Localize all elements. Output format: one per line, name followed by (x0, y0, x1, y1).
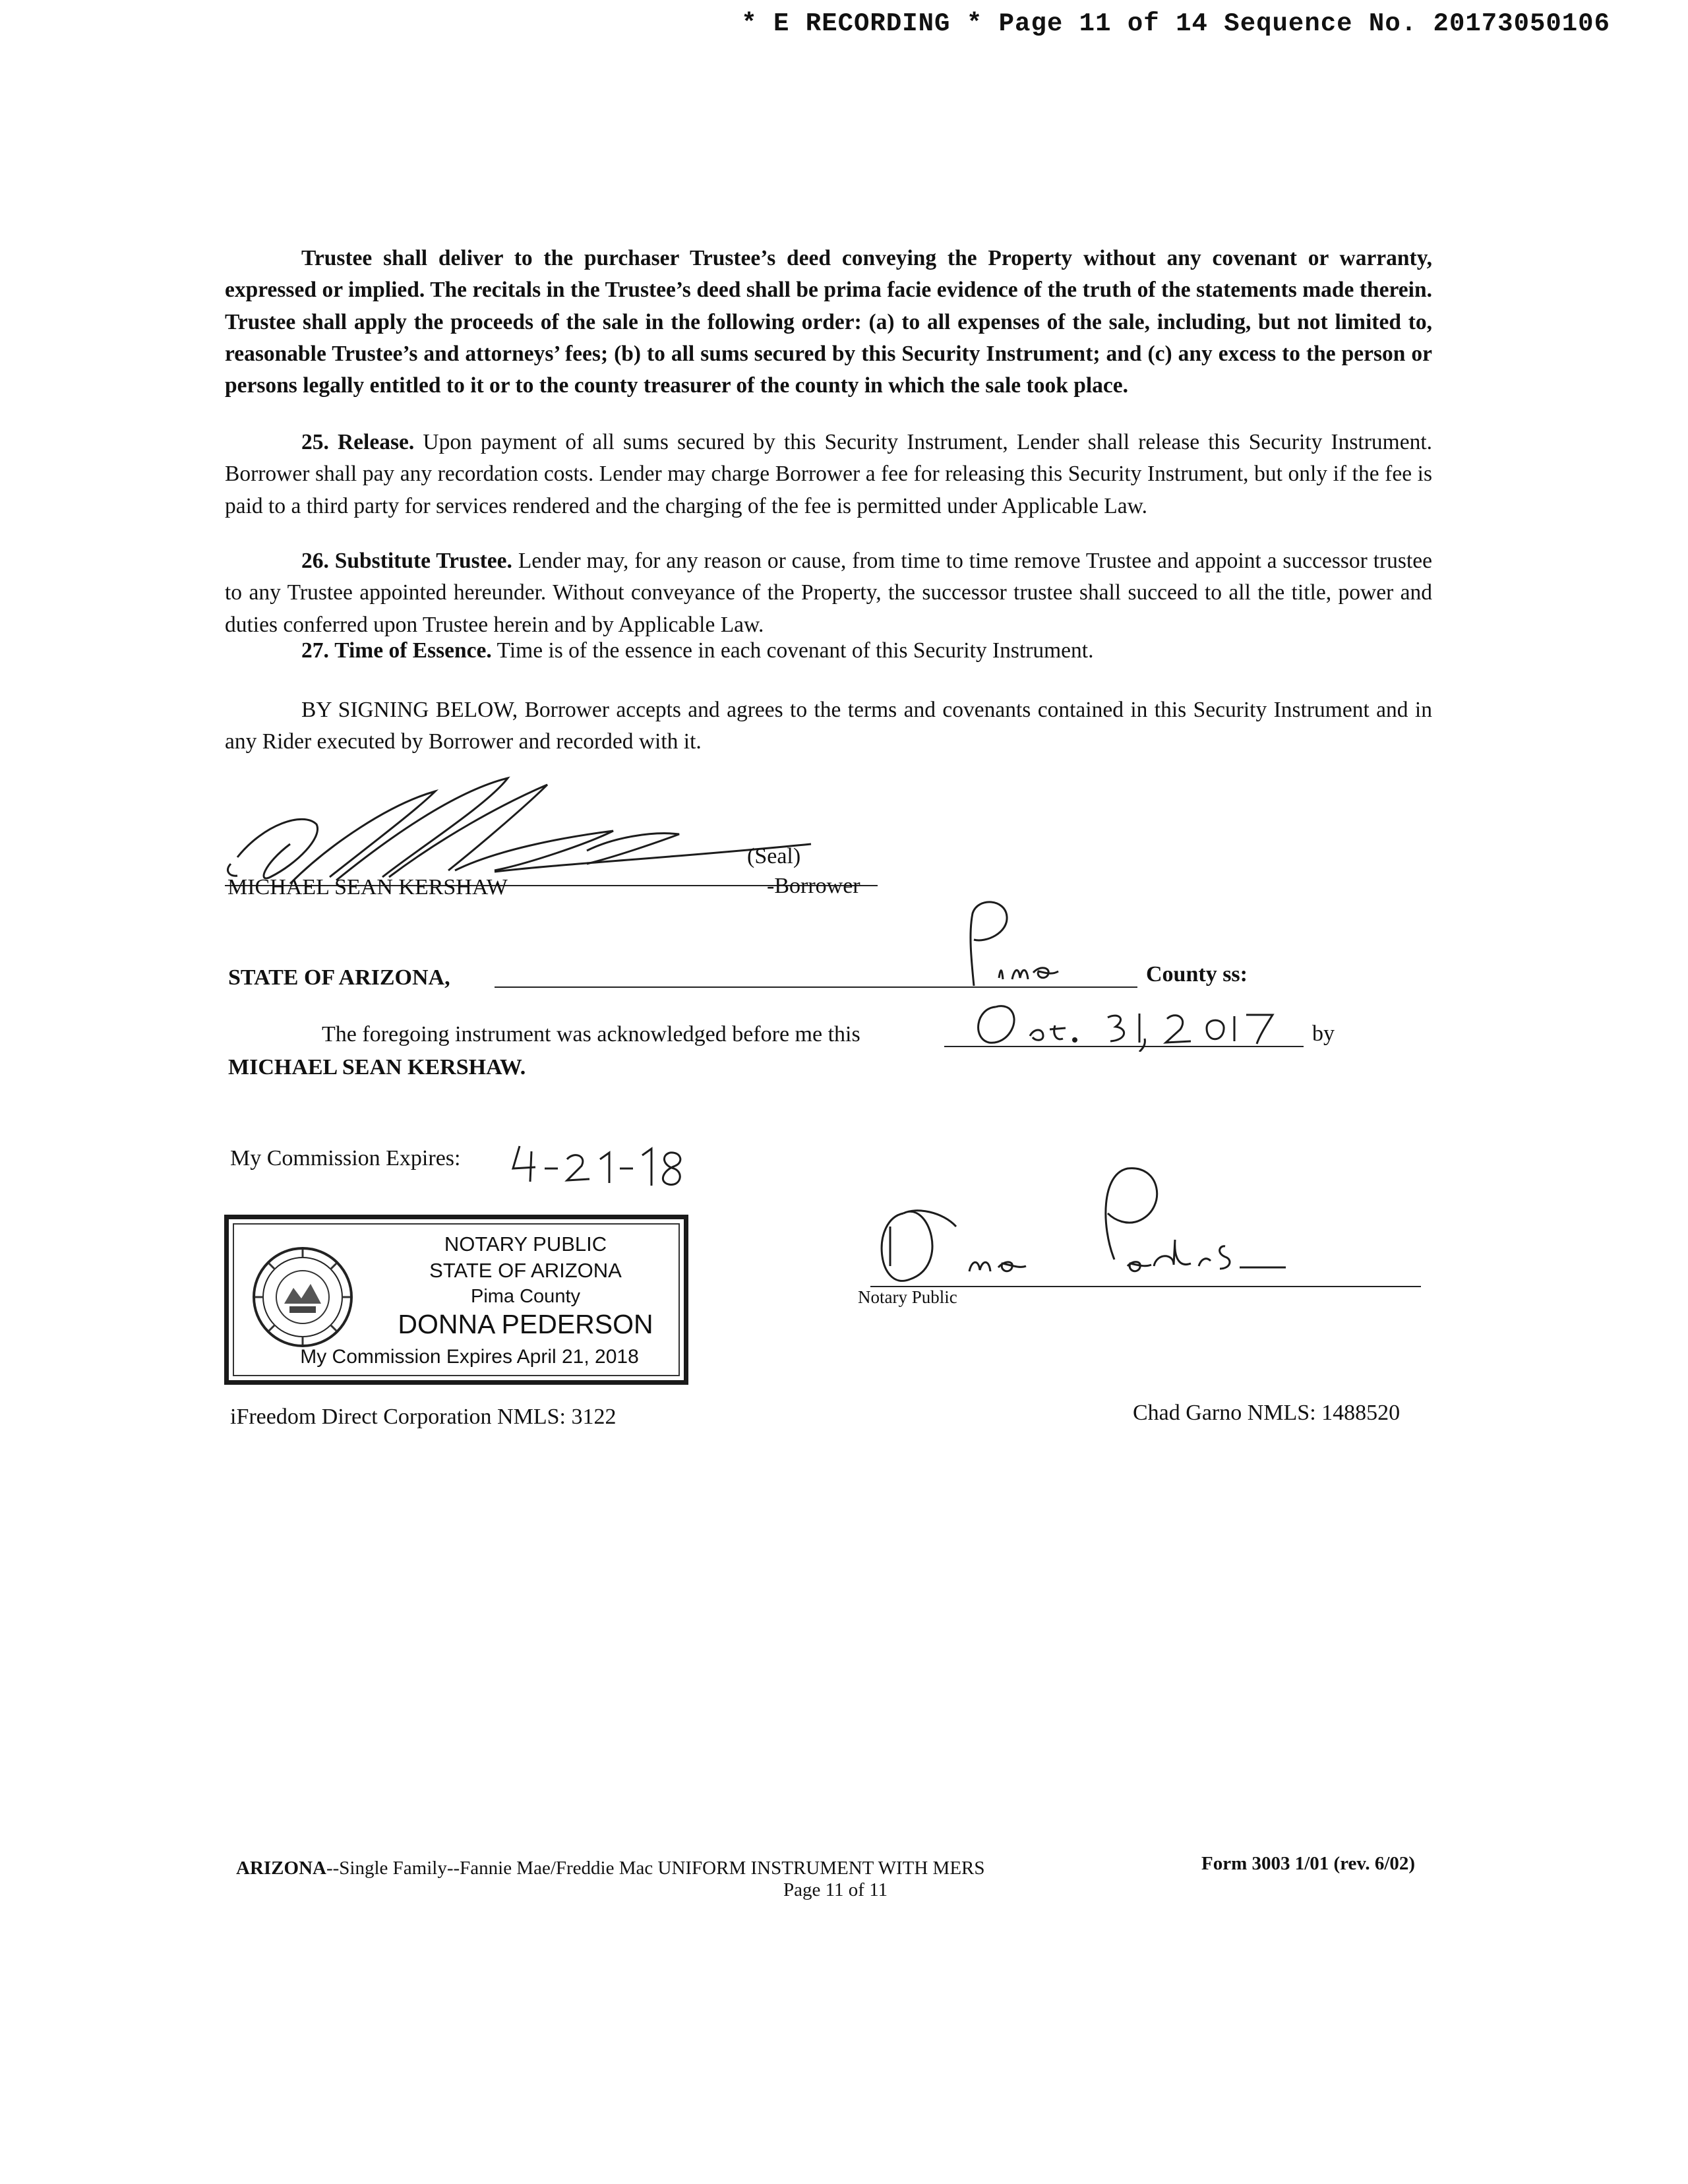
stamp-line-county: Pima County (470, 1286, 580, 1307)
commission-label: My Commission Expires: (230, 1146, 461, 1170)
commission-handwritten (508, 1139, 692, 1199)
by-label: by (1312, 1021, 1335, 1046)
form-title-state: ARIZONA (236, 1858, 326, 1879)
date-handwriting-scribble (969, 999, 1299, 1052)
county-handwriting-scribble (959, 894, 1104, 992)
stamp-line-notary-name: DONNA PEDERSON (398, 1309, 653, 1339)
borrower-name: MICHAEL SEAN KERSHAW (227, 875, 508, 899)
section-25 (225, 427, 1432, 522)
recording-header: * E RECORDING * Page 11 of 14 Sequence No. 20173050106 (741, 9, 1610, 38)
seal-label: (Seal) (747, 844, 801, 868)
section-26-text: Lender may, for any reason or cause, from time to time remove Trustee and appoint a successor trustee to any Trustee appointed hereunder. Without conveyance of the Property, the successor trustee shall succeed to all the title, power and duties conferred upon Trustee herein and by Applicable Law. (225, 549, 1432, 637)
state-label: STATE OF ARIZONA, (228, 965, 450, 990)
section-27 (225, 635, 1432, 667)
section-24-continuation: Trustee shall deliver to the purchaser Trustee’s deed conveying the Property without any covenant or warranty, expressed or implied. The recitals in the Trustee’s deed shall be prima facie evidence of the truth of the statements made therein. Trustee shall apply the proceeds of the sale in the following order: (a) to all expenses of the sale, including, but not limited to, reasonable Trustee’s and attorneys’ fees; (b) to all sums secured by this Security Instrument; and (c) any excess to the person or persons legally entitled to it or to the county treasurer of the county in which the sale took place. (225, 246, 1432, 398)
stamp-line-notary-public: NOTARY PUBLIC (444, 1232, 607, 1256)
loan-officer-nmls: Chad Garno NMLS: 1488520 (1133, 1401, 1401, 1425)
section-26 (225, 545, 1432, 641)
stamp-line-state: STATE OF ARIZONA (429, 1259, 622, 1282)
notary-signature-scribble (864, 1161, 1325, 1292)
section-26-title: Substitute Trustee. (334, 549, 512, 573)
form-number: Form 3003 1/01 (rev. 6/02) (1201, 1853, 1416, 1874)
date-handwritten (969, 999, 1299, 1052)
signing-statement: BY SIGNING BELOW, Borrower accepts and agrees to the terms and covenants contained in this Security Instrument and in any Rider executed by Borrower and recorded with it. (225, 698, 1432, 754)
form-title (236, 1858, 985, 1879)
section-25-text: Upon payment of all sums secured by this Security Instrument, Lender shall release this Security Instrument. Borrower shall pay any recordation costs. Lender may charge Borrower a fee for releasing this Security Instrument, but only if the fee is paid to a third party for services rendered and the charging of the fee is permitted under Applicable Law. (225, 430, 1432, 518)
form-title-rest: --Single Family--Fannie Mae/Freddie Mac UNIFORM INSTRUMENT WITH MERS (326, 1858, 985, 1879)
section-27-text: Time is of the essence in each covenant of this Security Instrument. (497, 638, 1094, 663)
borrower-role-label: -Borrower (767, 874, 860, 898)
state-seal-icon (251, 1246, 354, 1349)
county-label: County ss: (1146, 962, 1248, 986)
notary-signature (864, 1161, 1325, 1292)
notary-public-label: Notary Public (858, 1287, 957, 1307)
notary-stamp (224, 1215, 688, 1385)
section-27-title: Time of Essence. (334, 638, 492, 663)
section-27-number: 27. (301, 638, 329, 663)
section-25-title: Release. (337, 430, 415, 454)
stamp-line-commission: My Commission Expires April 21, 2018 (300, 1346, 639, 1368)
section-26-number: 26. (301, 549, 329, 573)
section-25-number: 25. (301, 430, 329, 454)
foregoing-text: The foregoing instrument was acknowledged before me this (322, 1022, 860, 1046)
acknowledged-name: MICHAEL SEAN KERSHAW. (228, 1055, 526, 1079)
county-handwritten (959, 894, 1104, 992)
lender-nmls: iFreedom Direct Corporation NMLS: 3122 (230, 1405, 617, 1429)
page-number: Page 11 of 11 (783, 1879, 888, 1900)
commission-handwriting-scribble (508, 1139, 692, 1199)
